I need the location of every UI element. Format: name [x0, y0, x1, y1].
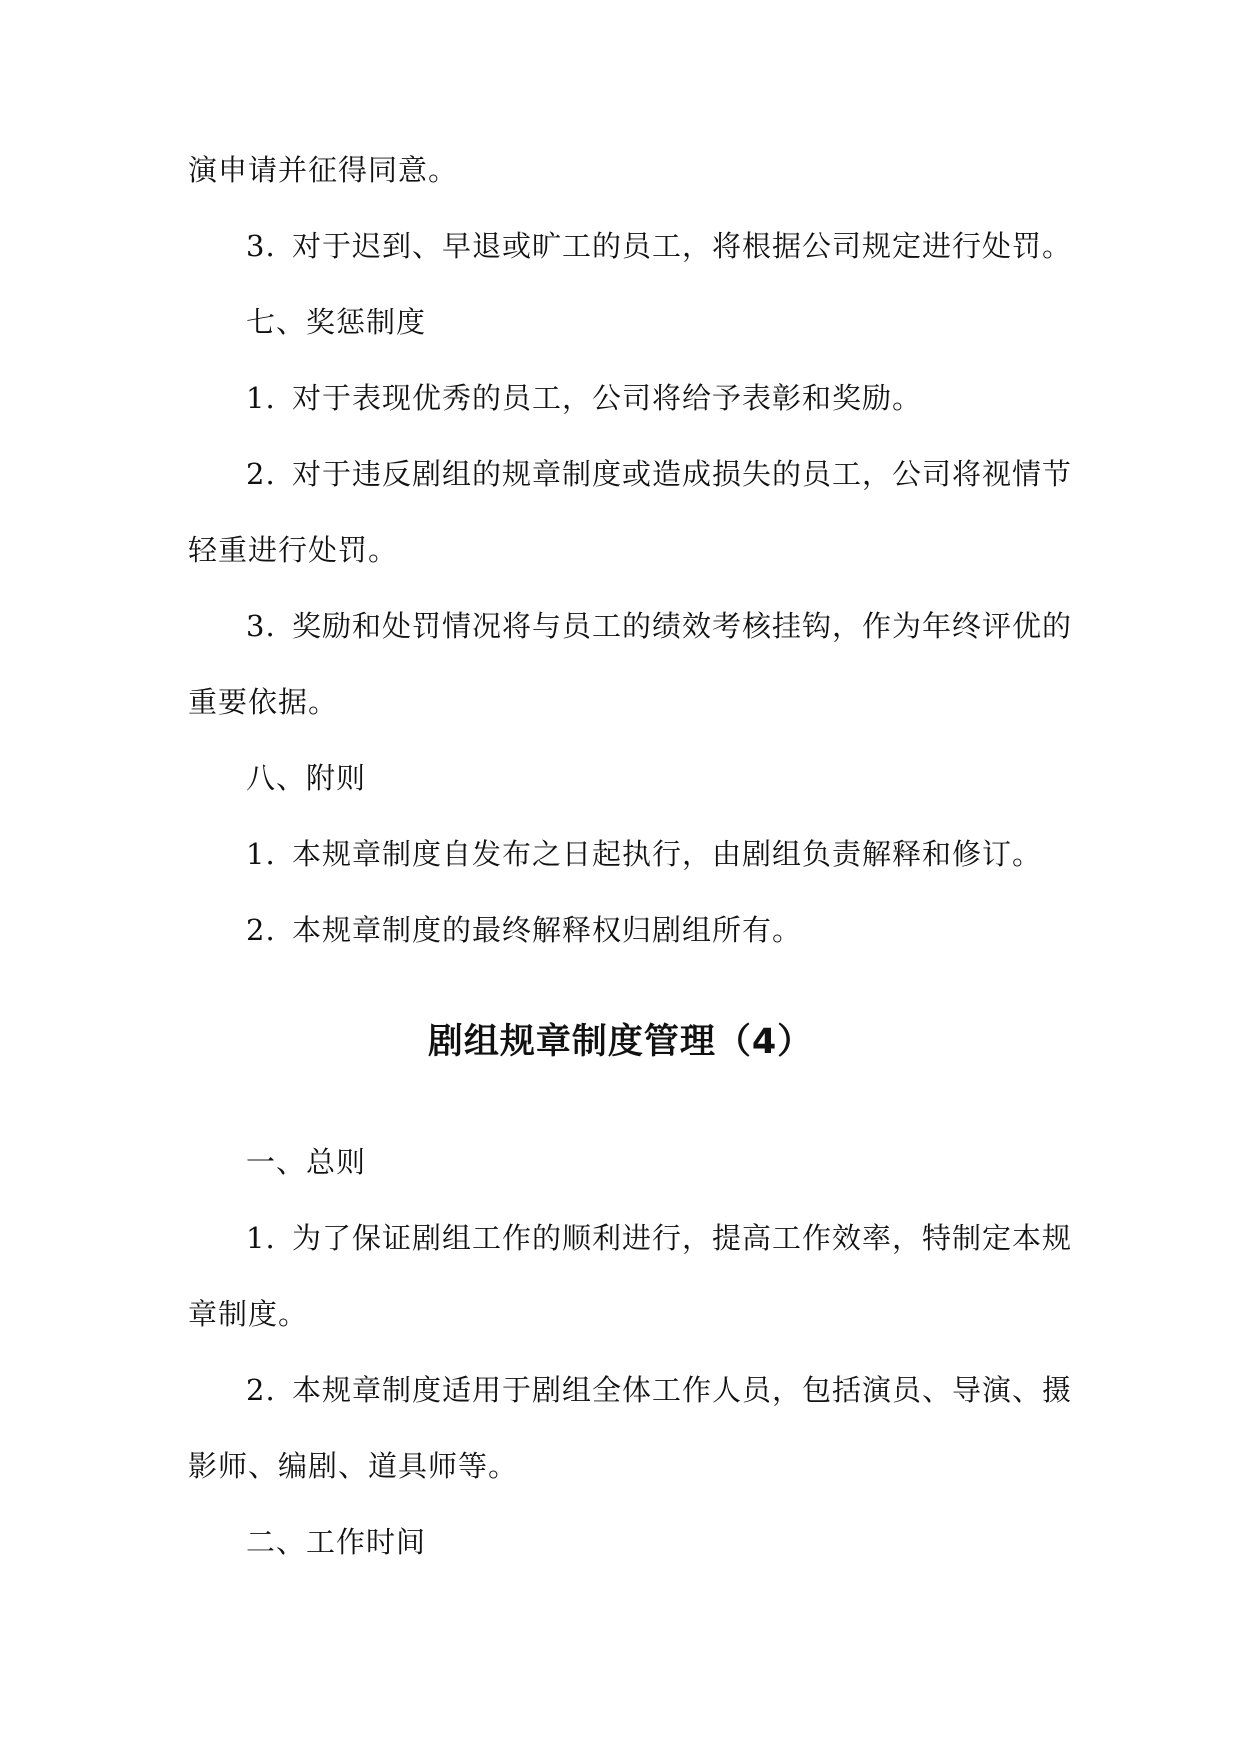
text-line [188, 1446, 518, 1486]
text-line [188, 150, 458, 190]
section-heading [246, 758, 366, 798]
item-text: 本规章制度自发布之日起执行，由剧组负责解释和修订。 [292, 837, 1043, 871]
item-text: 本规章制度适用于剧组全体工作人员，包括演员、导演、摄 [292, 1373, 1073, 1407]
list-item [246, 606, 1072, 646]
heading-text: 一、总则 [246, 1145, 367, 1179]
item-text: 为了保证剧组工作的顺利进行，提高工作效率，特制定本规 [292, 1221, 1073, 1255]
section-heading [246, 1142, 366, 1182]
text-line [188, 682, 338, 722]
document-title: 剧组规章制度管理（4） [427, 1022, 814, 1062]
list-item [246, 226, 1072, 266]
heading-text: 二、工作时间 [246, 1525, 427, 1559]
item-number: 3. [246, 609, 276, 643]
line-text: 重要依据。 [188, 685, 339, 719]
section-heading [246, 302, 426, 342]
list-item [246, 1218, 1072, 1258]
item-number: 1. [246, 837, 276, 871]
item-text: 对于表现优秀的员工，公司将给予表彰和奖励。 [292, 381, 923, 415]
item-number: 1. [246, 1221, 276, 1255]
list-item [246, 454, 1072, 494]
item-number: 3. [246, 229, 276, 263]
line-text: 轻重进行处罚。 [188, 533, 399, 567]
text-line [188, 1294, 308, 1334]
list-item [246, 378, 922, 418]
item-text: 本规章制度的最终解释权归剧组所有。 [292, 913, 803, 947]
heading-text: 八、附则 [246, 761, 367, 795]
item-number: 2. [246, 1373, 276, 1407]
line-text: 演申请并征得同意。 [188, 153, 459, 187]
item-text: 对于违反剧组的规章制度或造成损失的员工，公司将视情节 [292, 457, 1073, 491]
list-item [246, 1370, 1072, 1410]
item-number: 2. [246, 913, 276, 947]
item-number: 1. [246, 381, 276, 415]
text-line [188, 530, 398, 570]
item-text: 奖励和处罚情况将与员工的绩效考核挂钩，作为年终评优的 [292, 609, 1073, 643]
section-heading [246, 1522, 426, 1562]
heading-text: 七、奖惩制度 [246, 305, 427, 339]
item-number: 2. [246, 457, 276, 491]
item-text: 对于迟到、早退或旷工的员工，将根据公司规定进行处罚。 [292, 229, 1073, 263]
list-item [246, 834, 1042, 874]
line-text: 影师、编剧、道具师等。 [188, 1449, 519, 1483]
line-text: 章制度。 [188, 1297, 309, 1331]
list-item [246, 910, 802, 950]
